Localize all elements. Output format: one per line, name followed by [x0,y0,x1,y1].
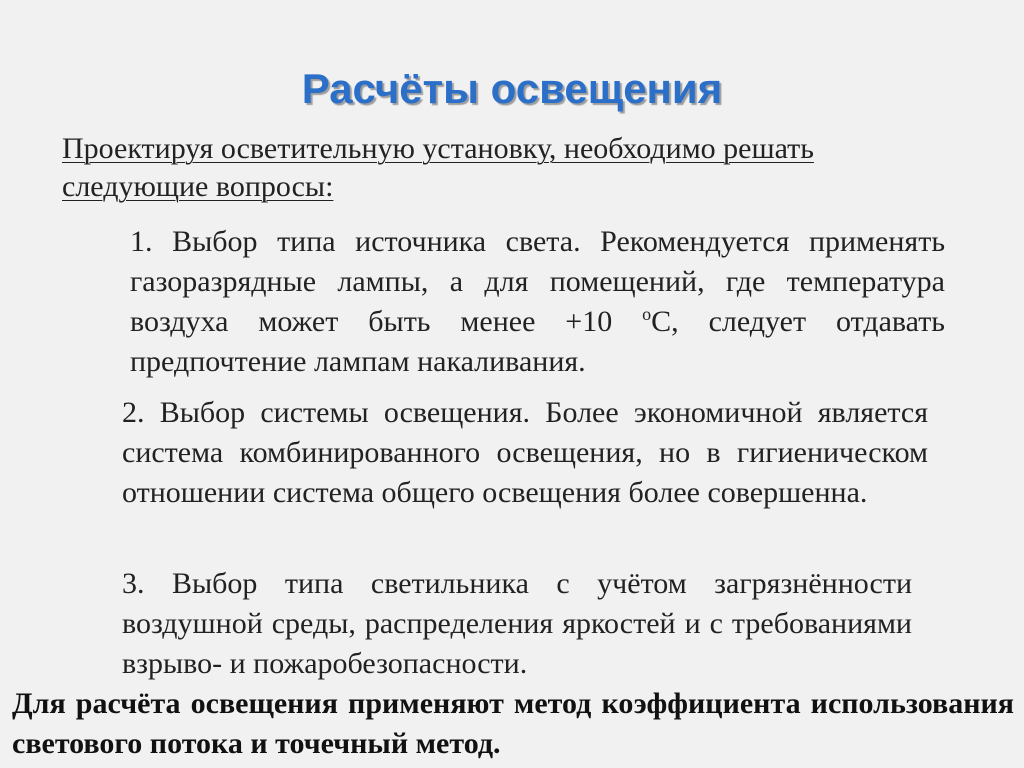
list-item-1-text: 1. Выбор типа источника света. Рекомендуется применять газоразрядные лампы, а для помещений, где температура воздуха может быть менее +10 [130,225,945,338]
slide-title: Расчёты освещения [301,65,723,112]
intro-text: Проектируя осветительную установку, необходимо решать следующие вопросы: [62,132,814,203]
conclusion-text: Для расчёта освещения применяют метод коэффициента использования светового потока и точечный метод. [12,687,1014,760]
list-item-1-text-end: С, следует отдавать предпочтение лампам накаливания. [130,305,945,378]
list-item-2: 2. Выбор системы освещения. Более экономичной является система комбинированного освещения, но в гигиеническом отношении система общего освещения более совершенна. [122,396,928,509]
list-item-3: 3. Выбор типа светильника с учётом загрязнённости воздушной среды, распределения яркостей и с требованиями взрыво- и пожаробезопасности. [122,567,912,680]
degree-superscript: o [642,304,652,324]
list-item-1 [130,222,945,382]
